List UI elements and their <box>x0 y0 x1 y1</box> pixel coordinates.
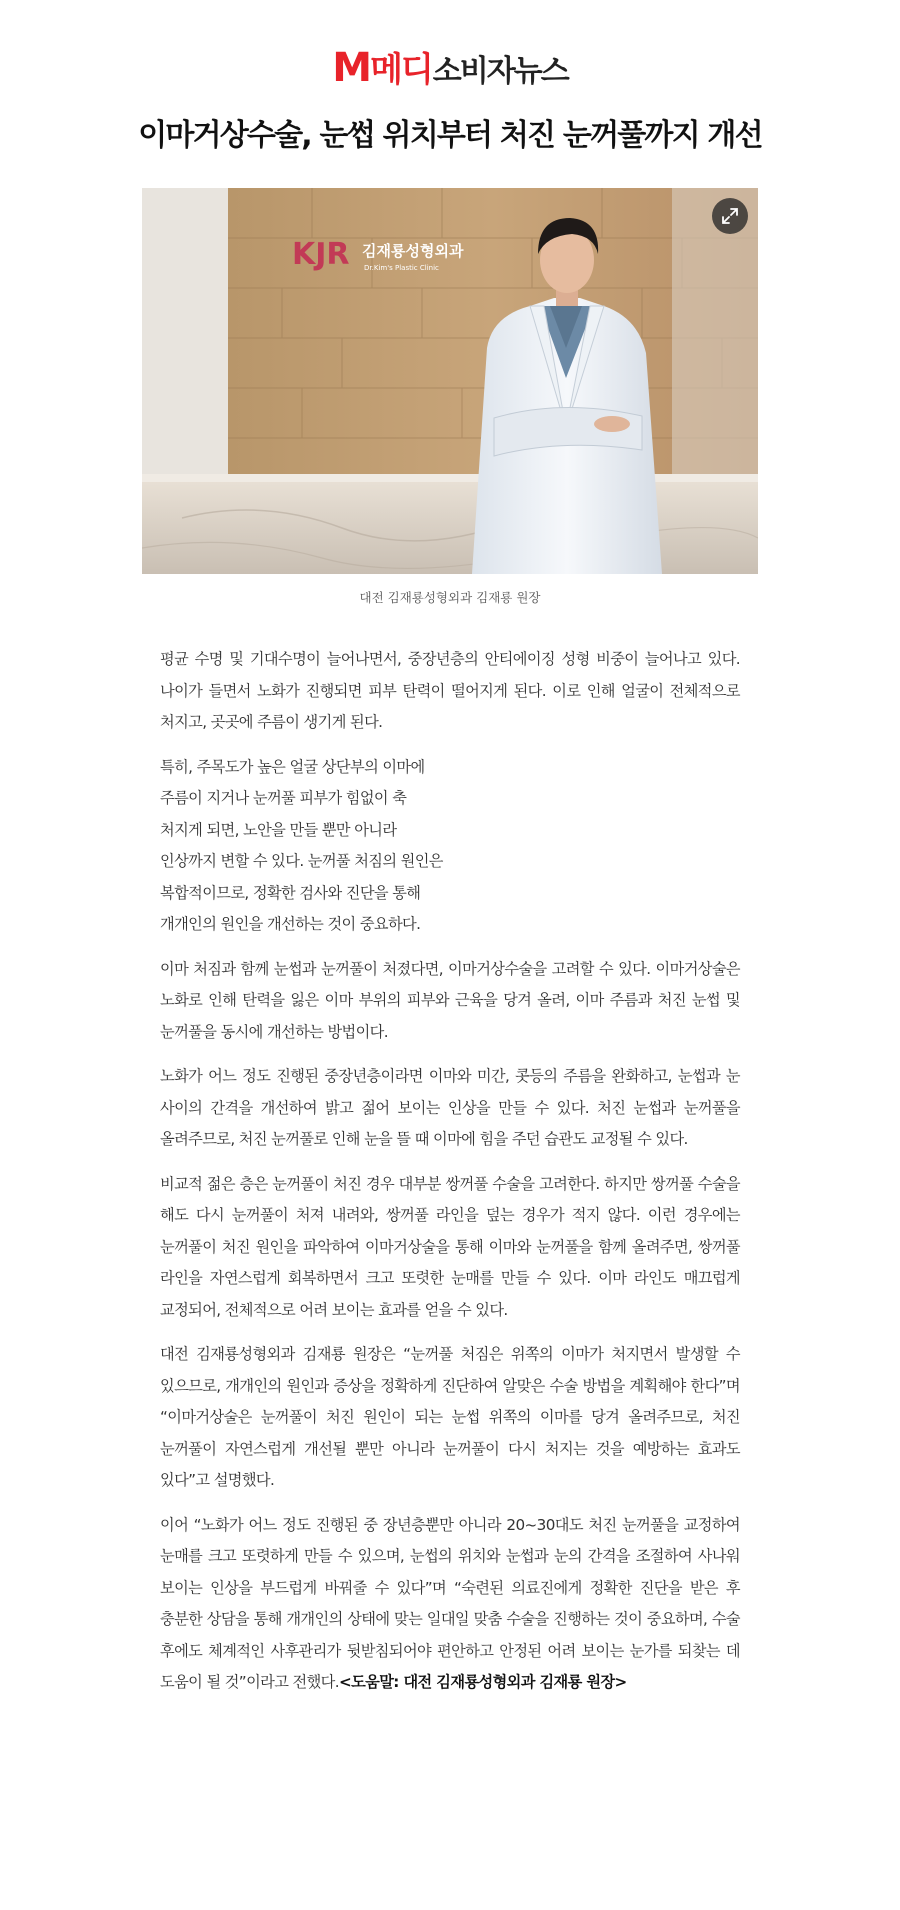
article-paragraph-text: 이어 “노화가 어느 정도 진행된 중 장년층뿐만 아니라 20~30대도 처진 눈꺼풀을 교정하여 눈매를 크고 또렷하게 만들 수 있으며, 눈썹의 위치와 눈썹과 눈의 간격을 조절하여 사나워 보이는 인상을 부드럽게 바꿔줄 수 있다”며 “숙련된 의료진에게 정확한 진단을 받은 후 충분한 상담을 통해 개개인의 상태에 맞는 일대일 맞춤 수술을 진행하는 것이 중요하며, 수술 후에도 체계적인 사후관리가 뒷받침되어야 편안하고 안정된 어려 보이는 눈가를 되찾는 데 도움이 될 것”이라고 전했다. <box>160 1515 740 1691</box>
article-title: 이마거상수술, 눈썹 위치부터 처진 눈꺼풀까지 개선 <box>138 118 762 153</box>
advice-credit: <도움말: 대전 김재룡성형외과 김재룡 원장> <box>338 1673 627 1691</box>
doctor-photo-illustration <box>142 188 758 574</box>
article-paragraph: 노화가 어느 정도 진행된 중장년층이라면 이마와 미간, 콧등의 주름을 완화하고, 눈썹과 눈 사이의 간격을 개선하여 밝고 젊어 보이는 인상을 만들 수 있다. 처진 눈썹과 눈꺼풀을 올려주므로, 처진 눈꺼풀로 인해 눈을 뜰 때 이마에 힘을 주던 습관도 교정될 수 있다. <box>160 1067 740 1148</box>
sign-clinic-name: 김재룡성형외과 <box>362 242 464 260</box>
article-photo <box>142 188 758 574</box>
logo-m: M <box>332 45 371 91</box>
article-paragraph: 이마 처짐과 함께 눈썹과 눈꺼풀이 처졌다면, 이마거상수술을 고려할 수 있다. 이마거상술은 노화로 인해 탄력을 잃은 이마 부위의 피부와 근육을 당겨 올려, 이마 주름과 처진 눈썹 및 눈꺼풀을 동시에 개선하는 방법이다. <box>160 959 740 1041</box>
logo-wordmark: 소비자뉴스 <box>432 54 568 89</box>
article-paragraph: 특히, 주목도가 높은 얼굴 상단부의 이마에 주름이 지거나 눈꺼풀 피부가 힘없이 축 처지게 되면, 노안을 만들 뿐만 아니라 인상까지 변할 수 있다. 눈꺼풀 처짐의 원인은 복합적이므로, 정확한 검사와 진단을 통해 개개인의 원인을 개선하는 것이 중요하다. <box>160 757 443 933</box>
site-logo[interactable] <box>0 42 900 91</box>
article-body <box>160 644 740 1712</box>
expand-photo-button[interactable] <box>712 198 748 234</box>
sign-clinic-sub: Dr.Kim's Plastic Clinic <box>364 264 439 272</box>
article-paragraph: 비교적 젊은 층은 눈꺼풀이 처진 경우 대부분 쌍꺼풀 수술을 고려한다. 하지만 쌍꺼풀 수술을 해도 다시 눈꺼풀이 처져 내려와, 쌍꺼풀 라인을 덮는 경우가 적지 않다. 이런 경우에는 눈꺼풀이 처진 원인을 파악하여 이마거상술을 통해 이마와 눈꺼풀을 함께 올려주면, 쌍꺼풀 라인을 자연스럽게 회복하면서 크고 또렷한 눈매를 만들 수 있다. 이마 라인도 매끄럽게 교정되어, 전체적으로 어려 보이는 효과를 얻을 수 있다. <box>160 1174 740 1319</box>
article-paragraph: 대전 김재룡성형외과 김재룡 원장은 “눈꺼풀 처짐은 위쪽의 이마가 처지면서 발생할 수 있으므로, 개개인의 원인과 증상을 정확하게 진단하여 알맞은 수술 방법을 계획해야 한다”며 “이마거상술은 눈꺼풀이 처진 원인이 되는 눈썹 위쪽의 이마를 당겨 올려주므로, 처진 눈꺼풀이 자연스럽게 개선될 뿐만 아니라 눈꺼풀이 다시 처지는 것을 예방하는 효과도 있다”고 설명했다. <box>160 1345 740 1489</box>
logo-medi: 메디 <box>370 50 432 90</box>
sign-brand: KJR <box>292 237 350 272</box>
article-paragraph: 평균 수명 및 기대수명이 늘어나면서, 중장년층의 안티에이징 성형 비중이 늘어나고 있다. 나이가 들면서 노화가 진행되면 피부 탄력이 떨어지게 된다. 이로 인해 얼굴이 전체적으로 처지고, 곳곳에 주름이 생기게 된다. <box>160 650 740 731</box>
photo-caption: 대전 김재룡성형외과 김재룡 원장 <box>359 590 541 605</box>
article-paragraph-last <box>160 1510 740 1699</box>
expand-icon <box>721 207 739 225</box>
